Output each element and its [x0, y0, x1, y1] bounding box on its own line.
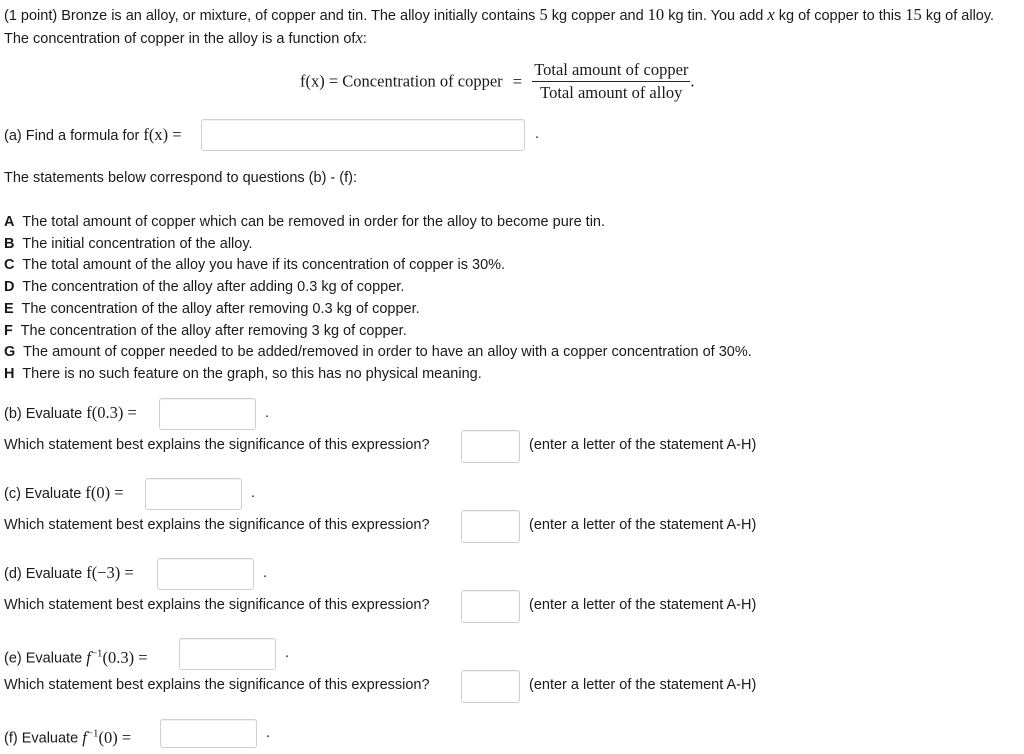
- part-d-question: Which statement best explains the significance of this expression?: [4, 597, 430, 613]
- intro-text-3: kg tin. You add: [668, 8, 764, 24]
- part-f-expr: (0) =: [98, 727, 132, 747]
- part-d-label: (d) Evaluate: [4, 566, 83, 582]
- part-b-value-input[interactable]: [159, 398, 256, 430]
- part-c-label: (c) Evaluate: [4, 486, 82, 502]
- part-e-dot: .: [285, 645, 290, 661]
- part-f-sup: −1: [86, 727, 99, 739]
- variable-x: x: [767, 5, 775, 24]
- tin-initial-value: 10: [647, 5, 665, 24]
- statements-list: [4, 212, 752, 386]
- part-b-question: Which statement best explains the significance of this expression?: [4, 437, 430, 453]
- intro-text-1: Bronze is an alloy, or mixture, of copper and tin. The alloy initially contains: [61, 8, 536, 24]
- copper-initial-value: 5: [539, 5, 548, 24]
- statement-f: F The concentration of the alloy after removing 3 kg of copper.: [4, 322, 407, 339]
- formula-end: .: [690, 71, 695, 91]
- part-b-label: (b) Evaluate: [4, 406, 83, 422]
- intro-text-6: :: [362, 31, 367, 47]
- statements-intro: The statements below correspond to questions (b) - (f):: [4, 170, 357, 186]
- part-c-expr: f(0) =: [85, 483, 124, 502]
- statement-e: E The concentration of the alloy after removing 0.3 kg of copper.: [4, 300, 420, 317]
- statement-a: A The total amount of copper which can be removed in order for the alloy to become pure tin.: [4, 214, 606, 230]
- part-e-hint: (enter a letter of the statement A-H): [529, 677, 757, 693]
- formula-equals: =: [512, 71, 523, 91]
- part-f-f: f: [82, 727, 87, 747]
- part-e-f: f: [86, 647, 91, 667]
- part-d-row: [4, 558, 134, 588]
- formula-answer-input[interactable]: [201, 119, 525, 151]
- part-e-question: Which statement best explains the significance of this expression?: [4, 677, 430, 693]
- intro-text-2: kg copper and: [551, 8, 644, 24]
- part-b-expr: f(0.3) =: [86, 403, 137, 422]
- problem-intro: [4, 4, 1022, 50]
- part-d-value-input[interactable]: [157, 558, 254, 590]
- alloy-total-value: 15: [905, 5, 922, 24]
- part-c-row: [4, 478, 124, 508]
- intro-text-4: kg of copper to this: [778, 8, 902, 24]
- part-c-hint: (enter a letter of the statement A-H): [529, 517, 757, 533]
- part-c-dot: .: [251, 485, 256, 501]
- part-f-label: (f) Evaluate: [4, 730, 79, 747]
- part-d-dot: .: [263, 565, 268, 581]
- part-b-dot: .: [265, 405, 270, 421]
- statement-g: G The amount of copper needed to be added/removed in order to have an alloy with a copper concentration of 30%.: [4, 344, 752, 361]
- part-b-letter-input[interactable]: [461, 430, 520, 463]
- statement-b: B The initial concentration of the alloy.: [4, 235, 253, 252]
- part-a-expr: f(x) =: [143, 125, 182, 144]
- part-b-row: [4, 398, 137, 428]
- part-b-hint: (enter a letter of the statement A-H): [529, 437, 757, 453]
- variable-x-2: x: [355, 28, 363, 47]
- part-e-letter-input[interactable]: [461, 670, 520, 703]
- statement-h: H There is no such feature on the graph, so this has no physical meaning.: [4, 365, 482, 382]
- part-f-dot: .: [266, 725, 271, 741]
- part-f-value-input[interactable]: [160, 719, 257, 748]
- part-d-hint: (enter a letter of the statement A-H): [529, 597, 757, 613]
- statement-c: C The total amount of the alloy you have if its concentration of copper is 30%.: [4, 257, 506, 274]
- part-c-value-input[interactable]: [145, 478, 242, 510]
- part-c-question: Which statement best explains the significance of this expression?: [4, 517, 430, 533]
- points-label: (1 point): [4, 8, 58, 24]
- part-e-sup: −1: [90, 647, 103, 659]
- formula-lhs: f(x) = Concentration of copper: [300, 71, 503, 91]
- part-e-value-input[interactable]: [179, 638, 276, 670]
- formula-fraction: [532, 60, 690, 103]
- part-e-label: (e) Evaluate: [4, 650, 83, 667]
- part-e-expr: (0.3) =: [102, 647, 148, 667]
- part-d-expr: f(−3) =: [86, 563, 134, 582]
- intro-text-5: kg of alloy. The concentration of copper in the alloy is a function of: [4, 8, 995, 47]
- part-f-row: [4, 718, 131, 748]
- statement-d: D The concentration of the alloy after adding 0.3 kg of copper.: [4, 279, 405, 296]
- formula-numerator: Total amount of copper: [532, 60, 690, 82]
- part-a-label: (a) Find a formula for: [4, 128, 140, 144]
- part-d-letter-input[interactable]: [461, 590, 520, 623]
- formula-denominator: Total amount of alloy: [540, 83, 683, 102]
- part-a-dot: .: [535, 126, 540, 142]
- part-a-row: [4, 120, 182, 150]
- concentration-formula: [300, 60, 695, 103]
- part-e-row: [4, 638, 148, 668]
- part-c-letter-input[interactable]: [461, 510, 520, 543]
